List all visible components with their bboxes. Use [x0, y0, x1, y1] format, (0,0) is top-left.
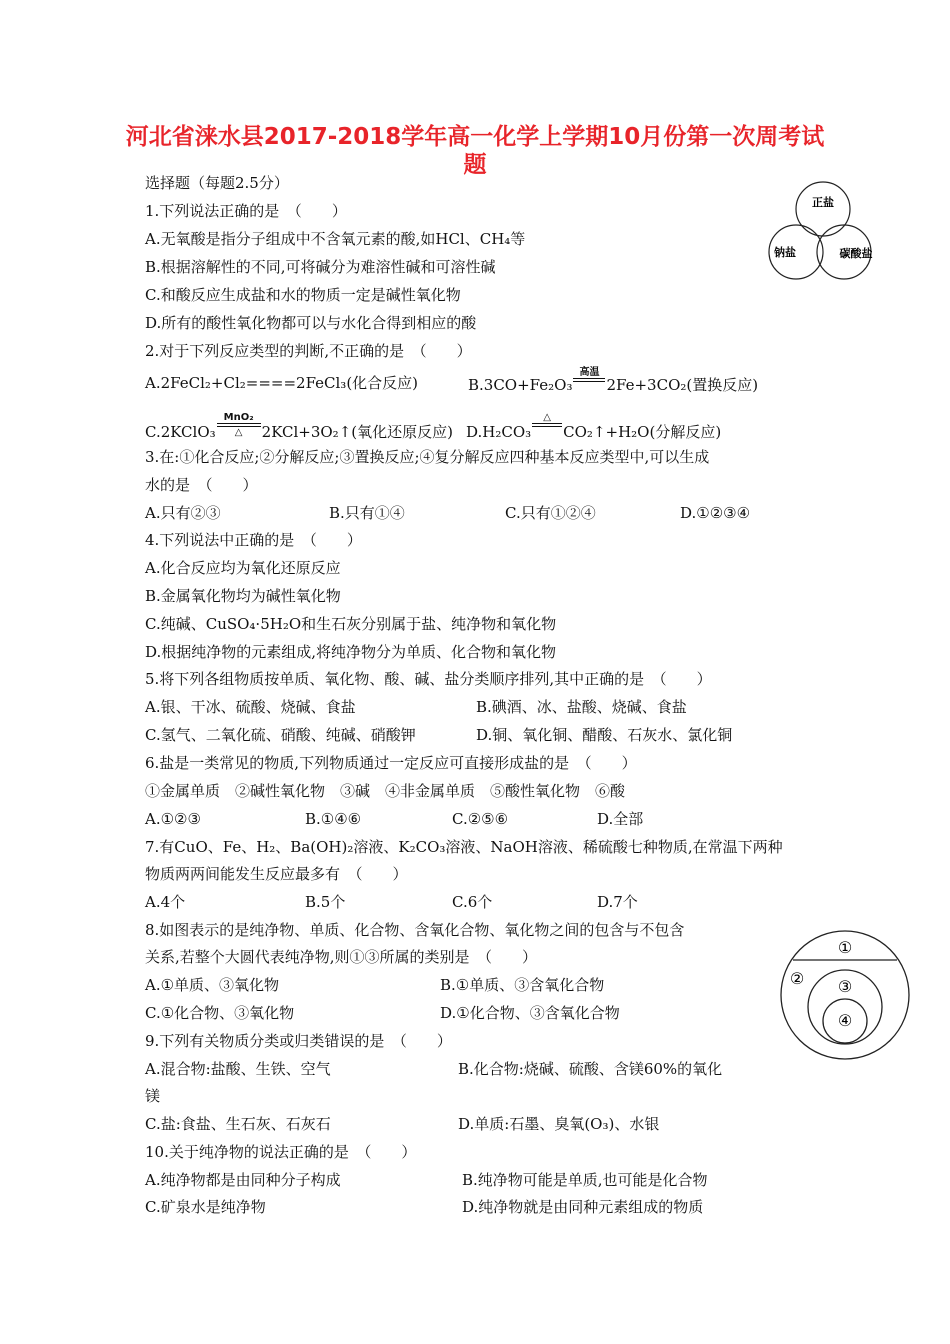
q10-option-d: D.纯净物就是由同种元素组成的物质 [462, 1198, 704, 1216]
q9-option-d: D.单质:石墨、臭氧(O₃)、水银 [458, 1115, 660, 1133]
q9-option-c: C.盐:食盐、生石灰、石灰石 [145, 1115, 331, 1133]
q3-option-c: C.只有①②④ [505, 504, 596, 522]
q1-option-c: C.和酸反应生成盐和水的物质一定是碱性氧化物 [145, 286, 461, 304]
reaction-condition-catalyst: MnO₂ [223, 412, 254, 423]
q5-option-b: B.碘酒、冰、盐酸、烧碱、食盐 [476, 698, 687, 716]
q3-option-b: B.只有①④ [329, 504, 405, 522]
q2-option-a: A.2FeCl₂+Cl₂====2FeCl₃(化合反应) [145, 374, 419, 392]
reaction-condition-text: 高温 [579, 367, 600, 378]
q10-option-b: B.纯净物可能是单质,也可能是化合物 [462, 1171, 708, 1189]
nested-circle-diagram [778, 928, 913, 1063]
q1-option-d: D.所有的酸性氧化物都可以与水化合得到相应的酸 [145, 314, 477, 332]
q7-option-b: B.5个 [305, 893, 346, 911]
q10-option-c: C.矿泉水是纯净物 [145, 1198, 266, 1216]
venn-label-right: 碳酸盐 [839, 247, 873, 260]
q5-option-c: C.氢气、二氧化硫、硝酸、纯碱、硝酸钾 [145, 726, 416, 744]
reaction-condition [217, 412, 261, 438]
page-title-cont: 题 [463, 152, 487, 178]
page-title: 河北省涞水县2017-2018学年高一化学上学期10月份第一次周考试 [125, 124, 825, 150]
q10-stem: 10.关于纯净物的说法正确的是 （ ） [145, 1143, 417, 1161]
q4-option-a: A.化合反应均为氧化还原反应 [145, 559, 341, 577]
q10-option-a: A.纯净物都是由同种分子构成 [145, 1171, 341, 1189]
q2-b-products: 2Fe+3CO₂(置换反应) [606, 376, 759, 394]
venn-label-left: 钠盐 [774, 246, 796, 259]
q1-option-b: B.根据溶解性的不同,可将碱分为难溶性碱和可溶性碱 [145, 258, 496, 276]
q6-option-d: D.全部 [597, 810, 644, 828]
label-1: ① [837, 938, 853, 957]
reaction-condition-heat: △ [543, 412, 551, 423]
reaction-condition-heat: △ [234, 427, 243, 438]
label-2: ② [789, 969, 805, 988]
reaction-condition [532, 412, 562, 438]
q2-c-products: 2KCl+3O₂↑(氧化还原反应) [261, 423, 453, 441]
q9-option-b: B.化合物:烧碱、硫酸、含镁60%的氧化 [458, 1060, 723, 1078]
q7-option-a: A.4个 [145, 893, 186, 911]
q5-option-a: A.银、干冰、硫酸、烧碱、食盐 [145, 698, 356, 716]
q5-option-d: D.铜、氧化铜、醋酸、石灰水、氯化铜 [476, 726, 733, 744]
q6-stem: 6.盐是一类常见的物质,下列物质通过一定反应可直接形成盐的是 （ ） [145, 754, 637, 772]
q9-option-a: A.混合物:盐酸、生铁、空气 [145, 1060, 331, 1078]
q7-stem-cont: 物质两两间能发生反应最多有 （ ） [145, 865, 408, 883]
q2-option-d [466, 412, 722, 441]
venn-label-top: 正盐 [812, 196, 834, 209]
q8-option-b: B.①单质、③含氧化合物 [440, 976, 605, 994]
q9-stem: 9.下列有关物质分类或归类错误的是 （ ） [145, 1032, 452, 1050]
q3-stem-cont: 水的是 （ ） [145, 476, 258, 494]
q3-option-d: D.①②③④ [680, 504, 751, 522]
venn-diagram [760, 180, 880, 285]
q2-stem: 2.对于下列反应类型的判断,不正确的是 （ ） [145, 342, 472, 360]
q8-stem: 8.如图表示的是纯净物、单质、化合物、含氧化合物、氧化物之间的包含与不包含 [145, 921, 685, 939]
q8-stem-cont: 关系,若整个大圆代表纯净物,则①③所属的类别是 （ ） [145, 948, 538, 966]
section-heading: 选择题（每题2.5分） [145, 174, 289, 192]
q6-option-a: A.①②③ [145, 810, 201, 828]
q2-b-reactants: B.3CO+Fe₂O₃ [468, 376, 573, 394]
reaction-condition [573, 367, 605, 393]
q1-option-a: A.无氧酸是指分子组成中不含氧元素的酸,如HCl、CH₄等 [145, 230, 526, 248]
q2-d-reactants: D.H₂CO₃ [466, 423, 532, 441]
q9-option-b-cont: 镁 [145, 1087, 161, 1105]
q4-option-c: C.纯碱、CuSO₄·5H₂O和生石灰分别属于盐、纯净物和氧化物 [145, 615, 557, 633]
q2-option-c [145, 412, 453, 441]
q5-stem: 5.将下列各组物质按单质、氧化物、酸、碱、盐分类顺序排列,其中正确的是 （ ） [145, 670, 712, 688]
q8-option-d: D.①化合物、③含氧化合物 [440, 1004, 620, 1022]
q6-option-b: B.①④⑥ [305, 810, 362, 828]
q3-stem: 3.在:①化合反应;②分解反应;③置换反应;④复分解反应四种基本反应类型中,可以生成 [145, 448, 710, 466]
q2-option-b [468, 367, 758, 393]
q2-c-reactants: C.2KClO₃ [145, 423, 216, 441]
label-3: ③ [837, 977, 853, 996]
q6-items: ①金属单质 ②碱性氧化物 ③碱 ④非金属单质 ⑤酸性氧化物 ⑥酸 [145, 782, 626, 800]
q4-stem: 4.下列说法中正确的是 （ ） [145, 531, 362, 549]
q1-stem: 1.下列说法正确的是 （ ） [145, 202, 347, 220]
q7-stem: 7.有CuO、Fe、H₂、Ba(OH)₂溶液、K₂CO₃溶液、NaOH溶液、稀硫酸七种物质,在常温下两种 [145, 838, 783, 856]
q6-option-c: C.②⑤⑥ [452, 810, 509, 828]
q2-d-products: CO₂↑+H₂O(分解反应) [563, 423, 722, 441]
q8-option-a: A.①单质、③氧化物 [145, 976, 280, 994]
q7-option-d: D.7个 [597, 893, 638, 911]
q7-option-c: C.6个 [452, 893, 493, 911]
venn-circle-top [796, 182, 850, 236]
label-4: ④ [837, 1011, 853, 1030]
q8-option-c: C.①化合物、③氧化物 [145, 1004, 295, 1022]
q4-option-b: B.金属氧化物均为碱性氧化物 [145, 587, 341, 605]
q3-option-a: A.只有②③ [145, 504, 221, 522]
q4-option-d: D.根据纯净物的元素组成,将纯净物分为单质、化合物和氧化物 [145, 643, 557, 661]
